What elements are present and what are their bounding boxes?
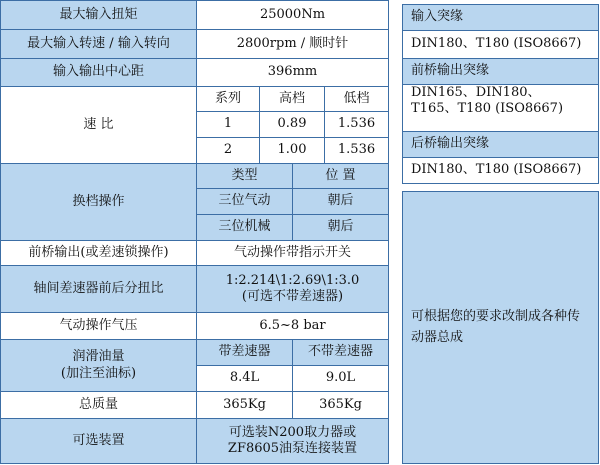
lubrication-label-line1: 润滑油量 (72, 349, 125, 365)
front-axle-output-value: 气动操作带指示开关 (196, 240, 389, 266)
customization-note (402, 191, 599, 464)
torque-split-value (196, 265, 389, 313)
torque-split-ratios: 1:2.214\1:2.69\1:3.0 (225, 272, 360, 288)
speed-ratio-row2-high: 1.00 (259, 137, 325, 164)
rear-output-flange-value: DIN180、T180 (ISO8667) (402, 157, 599, 184)
lubrication-label (0, 339, 197, 392)
air-pressure-value: 6.5~8 bar (196, 312, 389, 340)
rear-output-flange-title: 后桥输出突缘 (402, 131, 599, 158)
optional-value (196, 418, 389, 464)
shift-row1-position: 朝后 (292, 188, 389, 215)
speed-ratio-label: 速 比 (0, 86, 197, 164)
lubrication-header-with-diff: 带差速器 (196, 339, 293, 366)
front-axle-output-label: 前桥输出(或差速锁操作) (0, 240, 197, 266)
input-flange-title: 输入突缘 (402, 4, 599, 31)
speed-ratio-row2-low: 1.536 (324, 137, 389, 164)
speed-ratio-header-series: 系列 (196, 86, 260, 112)
front-output-flange-value-line2: T165、T180 (ISO8667) (411, 101, 564, 117)
customization-note-text: 可根据您的要求改制成各种传动器总成 (411, 309, 581, 345)
lubrication-label-line2: (加注至油标) (60, 365, 137, 381)
total-mass-label: 总质量 (0, 391, 197, 419)
max-input-torque-value: 25000Nm (196, 0, 389, 30)
speed-ratio-header-low: 低档 (324, 86, 389, 112)
shift-row2-type: 三位机械 (196, 214, 293, 241)
shift-operation-label: 换档操作 (0, 163, 197, 241)
speed-ratio-row1-low: 1.536 (324, 111, 389, 138)
optional-value-line1: 可选装N200取力器或 (228, 424, 357, 440)
speed-ratio-row1-high: 0.89 (259, 111, 325, 138)
lubrication-header-without-diff: 不带差速器 (292, 339, 389, 366)
air-pressure-label: 气动操作气压 (0, 312, 197, 340)
input-flange-value: DIN180、T180 (ISO8667) (402, 30, 599, 59)
max-input-speed-label: 最大输入转速 / 输入转向 (0, 29, 197, 59)
total-mass-value-without-diff: 365Kg (292, 391, 389, 419)
center-distance-label: 输入输出中心距 (0, 58, 197, 87)
front-output-flange-value-line1: DIN165、DIN180、 (411, 85, 541, 100)
total-mass-value-with-diff: 365Kg (196, 391, 293, 419)
speed-ratio-header-high: 高档 (259, 86, 325, 112)
max-input-torque-label: 最大输入扭矩 (0, 0, 197, 30)
optional-label: 可选装置 (0, 418, 197, 464)
lubrication-value-with-diff: 8.4L (196, 365, 293, 392)
front-output-flange-value (402, 84, 599, 132)
center-distance-value: 396mm (196, 58, 389, 87)
optional-value-line2: ZF8605油泵连接装置 (227, 441, 358, 456)
max-input-speed-value: 2800rpm / 顺时针 (196, 29, 389, 59)
speed-ratio-row1-series: 1 (196, 111, 260, 138)
speed-ratio-row2-series: 2 (196, 137, 260, 164)
torque-split-label: 轴间差速器前后分扭比 (0, 265, 197, 313)
shift-row1-type: 三位气动 (196, 188, 293, 215)
shift-header-position: 位 置 (292, 163, 389, 189)
shift-header-type: 类型 (196, 163, 293, 189)
front-output-flange-title: 前桥输出突缘 (402, 58, 599, 85)
shift-row2-position: 朝后 (292, 214, 389, 241)
torque-split-note: (可选不带差速器) (241, 289, 344, 304)
lubrication-value-without-diff: 9.0L (292, 365, 389, 392)
